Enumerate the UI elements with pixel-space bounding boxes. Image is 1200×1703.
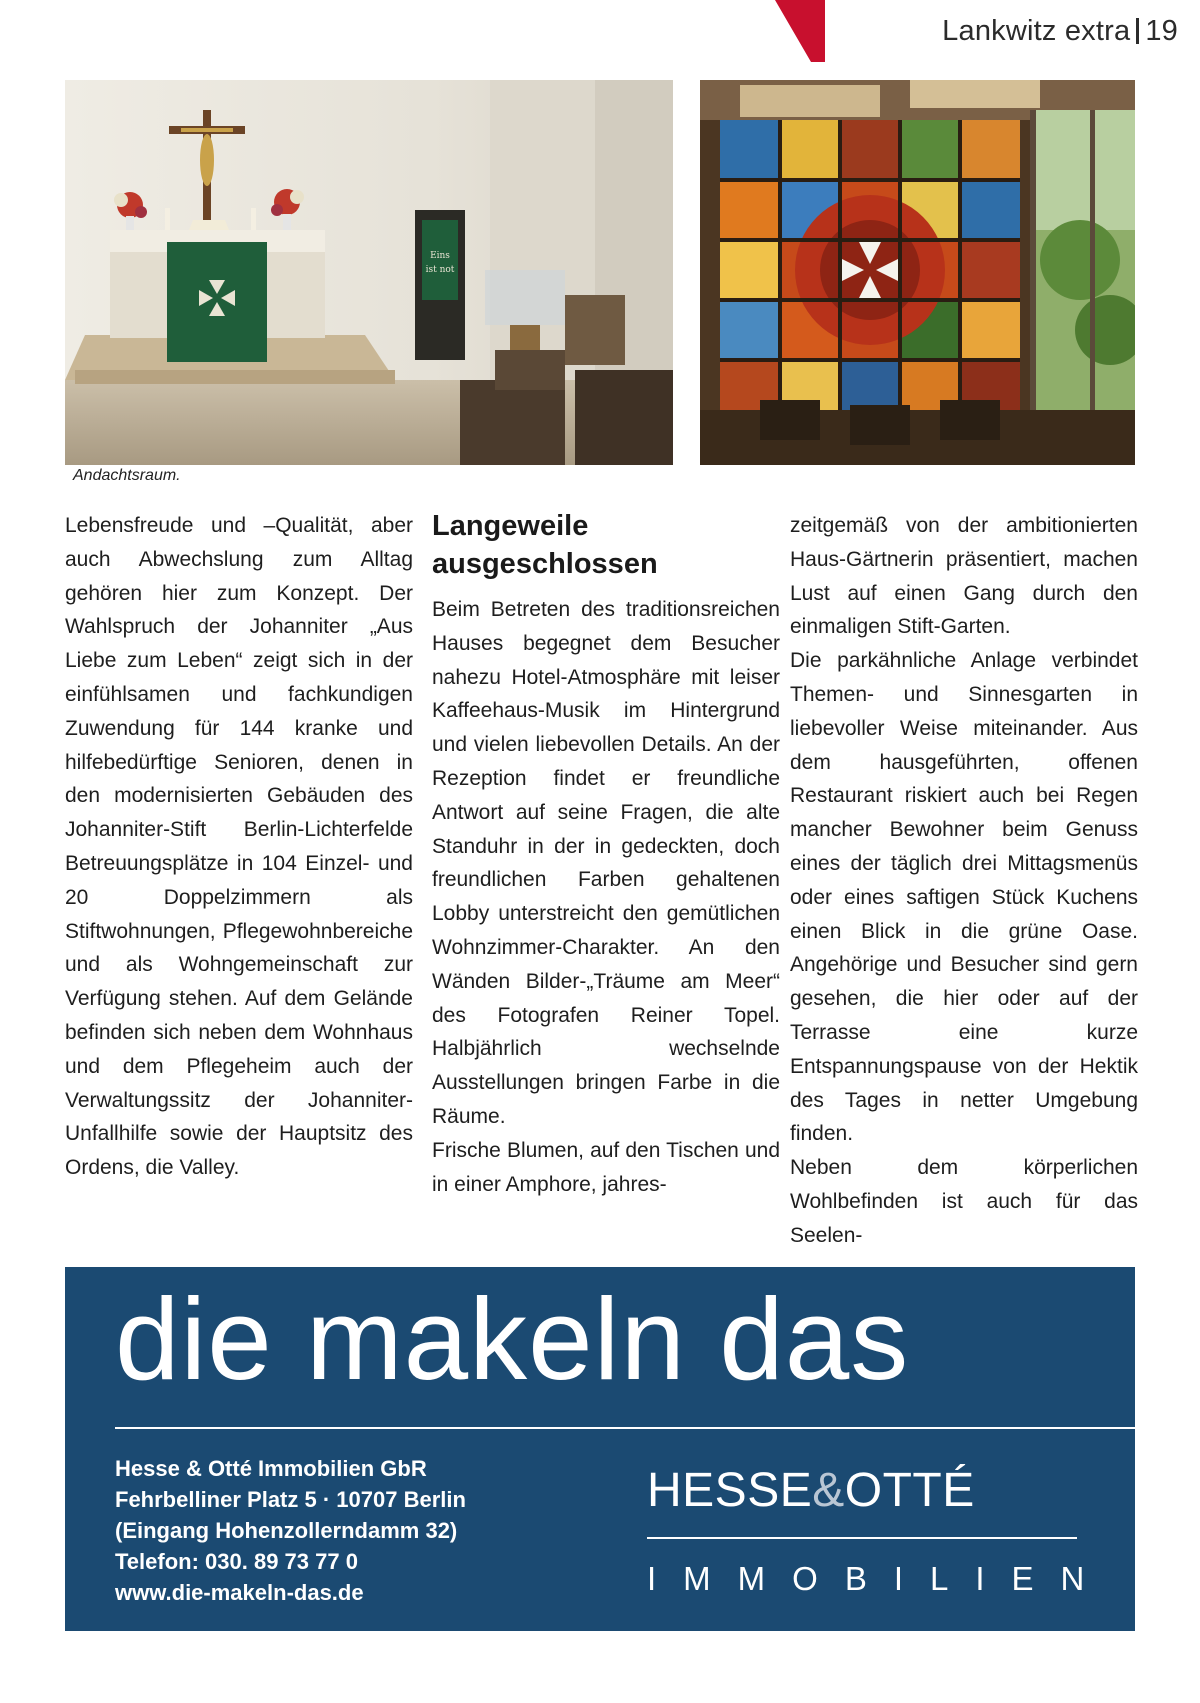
ad-company: Hesse & Otté Immobilien GbR	[115, 1456, 427, 1481]
advertisement	[65, 1267, 1135, 1631]
logo-ampersand: &	[812, 1464, 845, 1517]
ad-entrance: (Eingang Hohenzollerndamm 32)	[115, 1518, 458, 1543]
altar-text-line1: Eins	[430, 251, 450, 261]
article-paragraph: Die parkähnliche Anlage verbindet Themen- und Sinnesgarten in liebevoller Weise miteinander. Aus dem hausgeführten, offenen Restaurant riskiert auch bei Regen mancher Bewohner beim Genuss eines der täglich drei Mittagsmenüs oder eines saftigen Stück Kuchens einen Blick in die grüne Oase. Angehörige und Besucher sind gern gesehen, die hier oder auf der Terrasse eine kurze Entspannungspause von der Hektik des Tages in netter Umgebung finden.	[790, 649, 1138, 1146]
logo-name	[647, 1463, 1077, 1519]
article-paragraph: Frische Blumen, auf den Tischen und in einer Amphore, jahres-	[432, 1138, 780, 1196]
ad-slogan: die makeln das	[115, 1274, 910, 1404]
page-number: 19	[1145, 14, 1178, 47]
article-paragraph: Neben dem körperlichen Wohlbefinden ist auch für das Seelen-	[790, 1156, 1138, 1247]
ad-street: Fehrbelliner Platz 5 · 10707 Berlin	[115, 1487, 466, 1512]
article-column-3	[790, 509, 1138, 1253]
article-column-1	[65, 509, 413, 1185]
ad-phone: Telefon: 030. 89 73 77 0	[115, 1549, 358, 1574]
logo-rule	[647, 1537, 1077, 1539]
ad-address	[115, 1453, 466, 1608]
logo-name-1: HESSE	[647, 1464, 813, 1517]
ad-website[interactable]: www.die-makeln-das.de	[115, 1580, 364, 1605]
chapel-photo	[65, 80, 673, 465]
page-header	[775, 0, 1200, 62]
article-column-2	[432, 509, 780, 1201]
header-separator	[1136, 18, 1139, 44]
photo-caption: Andachtsraum.	[73, 467, 181, 484]
section-title: Lankwitz extra	[942, 14, 1131, 47]
article-paragraph: Lebensfreude und –Qualität, aber auch Abwechslung zum Alltag gehören hier zum Konzept. Der Wahlspruch der Johanniter „Aus Liebe zum Leben“ zeigt sich in der einfühlsamen und fachkundigen Zuwendung für 144 kranke und hilfebedürftige Senioren, denen in den modernisierten Gebäuden des Johanniter-Stift Berlin-Lichterfelde Betreuungsplätze in 104 Einzel- und 20 Doppelzimmern als Stiftwohnungen, Pflegewohnbereiche und als Wohngemeinschaft zur Verfügung stehen. Auf dem Gelände befinden sich neben dem Wohnhaus und dem Pflegeheim auch der Verwaltungssitz der Johanniter-Unfallhilfe sowie der Hauptsitz des Ordens, die Valley.	[65, 514, 413, 1180]
stained-glass-photo	[700, 80, 1135, 465]
company-logo	[647, 1463, 1112, 1599]
ad-divider	[115, 1427, 1135, 1429]
logo-name-2: OTTÉ	[844, 1464, 975, 1517]
article-subhead: Langeweile ausgeschlossen	[432, 510, 658, 580]
article-paragraph: zeitgemäß von der ambitionierten Haus-Gärtnerin präsentiert, machen Lust auf einen Gang durch den einmaligen Stift-Garten.	[790, 514, 1138, 639]
header-label	[825, 0, 1200, 62]
altar-text-line2: ist not	[425, 265, 455, 275]
article-paragraph: Beim Betreten des traditionsreichen Hauses begegnet dem Besucher nahezu Hotel-Atmosphäre mit leiser Kaffeehaus-Musik im Hintergrund und vielen liebevollen Details. An der Rezeption findet er freundliche Antwort auf seine Fragen, die alte Standuhr in der in gedeckten, doch freundlichen Farben gehaltenen Lobby unterstreicht den gemütlichen Wohnzimmer-Charakter. An den Wänden Bilder-„Träume am Meer“ des Fotografen Reiner Topel. Halbjährlich wechselnde Ausstellungen bringen Farbe in die Räume.	[432, 598, 780, 1128]
logo-subtitle: IMMOBILIEN	[647, 1560, 1112, 1597]
